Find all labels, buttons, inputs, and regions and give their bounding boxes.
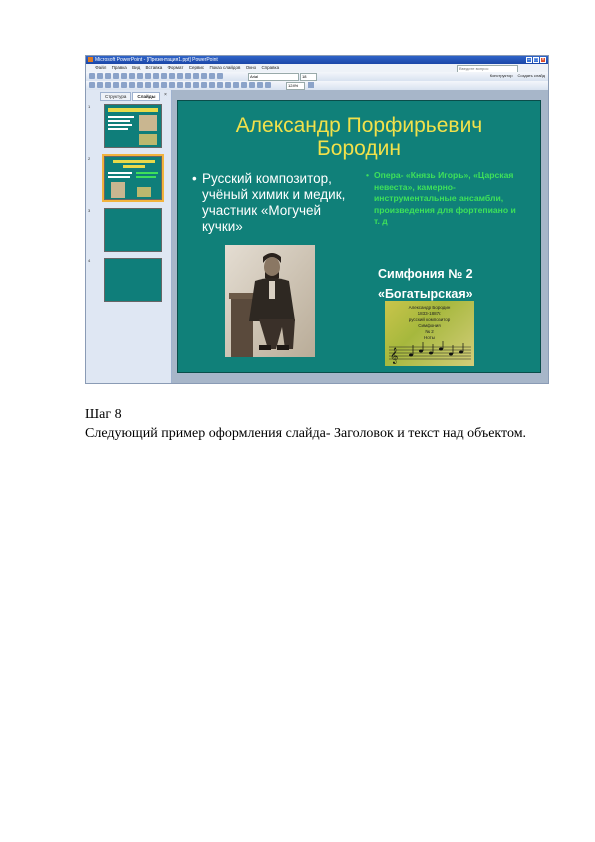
cut-icon[interactable]: [153, 82, 159, 88]
save-icon[interactable]: [105, 73, 111, 79]
step-heading: Шаг 8: [85, 407, 122, 422]
new-slide-button[interactable]: Создать слайд: [517, 73, 545, 78]
score-text-line: Ноты: [424, 335, 435, 340]
bullet-icon: •: [366, 170, 370, 180]
slide-number: 1: [88, 104, 91, 109]
powerpoint-app-icon: [88, 57, 93, 62]
menu-file[interactable]: Файл: [95, 65, 107, 70]
copy-icon[interactable]: [161, 82, 167, 88]
open-icon[interactable]: [97, 73, 103, 79]
print-icon[interactable]: [129, 82, 135, 88]
columns-icon[interactable]: [193, 73, 199, 79]
wordart-icon[interactable]: [249, 82, 255, 88]
menu-help[interactable]: Справка: [261, 65, 280, 70]
email-icon[interactable]: [121, 82, 127, 88]
slide-title[interactable]: [178, 114, 540, 160]
score-text-line: Симфония: [418, 323, 441, 328]
svg-text:𝄞: 𝄞: [390, 348, 399, 364]
left-bullet-text: Русский композитор, учёный химик и медик, участник «Могучей кучки»: [202, 171, 346, 234]
menu-window[interactable]: Окно: [245, 65, 257, 70]
format-painter-icon[interactable]: [177, 82, 183, 88]
font-size-select[interactable]: 18: [300, 73, 317, 81]
menu-bar: [86, 64, 548, 72]
redo-icon[interactable]: [193, 82, 199, 88]
portrait-photo[interactable]: [225, 245, 315, 357]
step-description: Следующий пример оформления слайда- Заголовок и текст над объектом.: [85, 426, 527, 441]
help-icon[interactable]: [308, 82, 314, 88]
score-text-line: № 2: [425, 329, 434, 334]
cut-icon[interactable]: [137, 73, 143, 79]
menu-format[interactable]: Формат: [167, 65, 184, 70]
slide-thumbnail[interactable]: [104, 258, 162, 302]
permission-icon[interactable]: [113, 82, 119, 88]
slide-title-line-2: Бородин: [317, 137, 401, 160]
toolbar-icons: [89, 73, 223, 79]
menu-insert[interactable]: Вставка: [145, 65, 163, 70]
slide-number: 3: [88, 208, 91, 213]
tables-borders-icon[interactable]: [217, 82, 223, 88]
slide-number: 2: [88, 156, 91, 161]
symphony-line-2: «Богатырская»: [378, 287, 473, 301]
toolbar-icons-2: [89, 82, 271, 88]
portrait-image: [225, 245, 315, 357]
right-bullet-text: Опера- «Князь Игорь», «Царская невеста», камерно-инструментальные ансамбли, произведения для фортепиано и т. д: [374, 170, 516, 226]
slides-pane: [86, 90, 172, 384]
picture-icon[interactable]: [233, 82, 239, 88]
color-icon[interactable]: [257, 82, 263, 88]
close-icon[interactable]: ×: [541, 57, 545, 63]
bullet-icon: •: [192, 171, 197, 186]
spell-icon[interactable]: [137, 82, 143, 88]
document-caption: [85, 405, 555, 443]
score-text-line: русский композитор: [408, 317, 451, 322]
zoom-select[interactable]: 124%: [286, 82, 305, 90]
menu-view[interactable]: Вид: [132, 65, 141, 70]
new-icon[interactable]: [89, 73, 95, 79]
menu-edit[interactable]: Правка: [111, 65, 127, 70]
paste-icon[interactable]: [153, 73, 159, 79]
maximize-icon[interactable]: □: [534, 57, 538, 63]
font-name-select[interactable]: Arial: [248, 73, 299, 81]
undo-icon[interactable]: [161, 73, 167, 79]
menu-slideshow[interactable]: Показ слайдов: [209, 65, 241, 70]
insert-chart-icon[interactable]: [225, 82, 231, 88]
hyperlink-icon[interactable]: [201, 73, 207, 79]
minimize-icon[interactable]: –: [527, 57, 531, 63]
new-icon[interactable]: [89, 82, 95, 88]
score-text-line: 1833-1887г.: [417, 311, 442, 316]
window-title: Microsoft PowerPoint - [Презентация1.ppt] PowerPoint: [95, 57, 218, 63]
slide-editing-area: [172, 90, 549, 384]
left-text-placeholder[interactable]: [192, 171, 362, 235]
symphony-line-1: Симфония № 2: [378, 267, 473, 281]
slide-thumbnail[interactable]: [104, 104, 162, 148]
copy-icon[interactable]: [145, 73, 151, 79]
paste-icon[interactable]: [169, 82, 175, 88]
grid-icon[interactable]: [217, 73, 223, 79]
table-icon[interactable]: [209, 82, 215, 88]
slide-title-line-1: Александр Порфирьевич: [235, 114, 483, 137]
window-controls: [526, 57, 546, 63]
save-icon[interactable]: [105, 82, 111, 88]
open-icon[interactable]: [97, 82, 103, 88]
help-search-input[interactable]: Введите вопрос: [457, 65, 518, 72]
music-staff-icon: [385, 341, 474, 366]
symphony-caption[interactable]: [378, 264, 473, 304]
score-cover-image[interactable]: [385, 301, 474, 366]
pane-tabs: [100, 92, 160, 101]
pane-close-icon[interactable]: ×: [164, 92, 167, 98]
tab-slides[interactable]: Слайды: [132, 92, 160, 101]
slide-thumbnail[interactable]: [104, 208, 162, 252]
research-icon[interactable]: [145, 82, 151, 88]
powerpoint-screenshot: [85, 55, 549, 384]
spell-icon[interactable]: [129, 73, 135, 79]
preview-icon[interactable]: [121, 73, 127, 79]
redo-icon[interactable]: [169, 73, 175, 79]
undo-icon[interactable]: [185, 82, 191, 88]
chart-icon[interactable]: [201, 82, 207, 88]
menu-tools[interactable]: Сервис: [188, 65, 205, 70]
task-buttons: [490, 73, 545, 79]
score-text-line: Александр Бородин: [408, 305, 451, 310]
window-titlebar: [86, 56, 548, 64]
expand-icon[interactable]: [209, 73, 215, 79]
grayscale-icon[interactable]: [265, 82, 271, 88]
slide-number: 4: [88, 258, 91, 263]
current-slide[interactable]: [177, 100, 541, 373]
table-icon[interactable]: [185, 73, 191, 79]
chart-icon[interactable]: [177, 73, 183, 79]
design-button[interactable]: Конструктор: [489, 73, 513, 78]
slide-thumbnail-selected[interactable]: [104, 156, 162, 200]
right-text-placeholder[interactable]: [366, 170, 522, 228]
diagram-icon[interactable]: [241, 82, 247, 88]
tab-outline[interactable]: Структура: [100, 92, 131, 101]
print-icon[interactable]: [113, 73, 119, 79]
